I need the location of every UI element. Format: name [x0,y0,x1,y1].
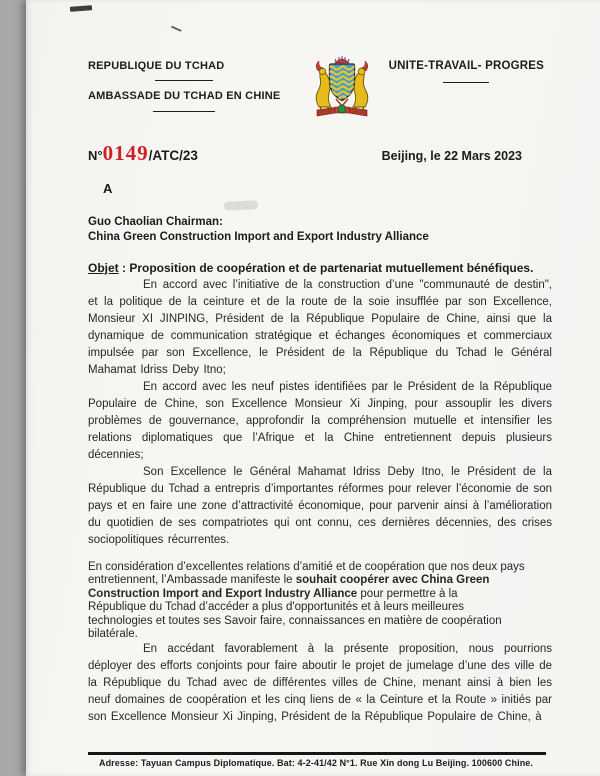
divider-line [153,111,215,112]
body-paragraph-2: En accord avec les neuf pistes identifiées par le Président de la République Populaire de Chine, son Excellence Monsieur Xi Jinping, pour assouplir les divers problèmes de gouvernance, approfondir la compréhension mutuelle et intensifier les relations diplomatiques que l’Afrique et la Chine entretiennent depuis plusieurs décennies; [88,381,552,461]
paragraph-4-text: pour permettre à la [357,587,458,600]
letter-date: Beijing, le 22 Mars 2023 [381,149,522,163]
body-paragraph-5: En accédant favorablement à la présente proposition, nous pourrions déployer des efforts conjoints pour faire aboutir le projet de jumelage d’une des ville de la République du Tchad avec de différentes villes de Chine, menant ainsi à bien les neuf domaines de coopération et les cinq liens de « la Ceinture et la Route » initiés par son Excellence Monsieur Xi Jinping, Président de la République Populaire de Chine, à [88,643,552,724]
footer-address: Adresse: Tayuan Campus Diplomatique. Bat: 4-2-41/42 N°1. Rue Xin dong Lu Beijing. 100600 Chine. [98,758,534,768]
paragraph-4-bold-text: souhait coopérer avec China Green [295,574,490,587]
subject-label: Objet [88,261,119,275]
recipient-name: Guo Chaolian Chairman: [88,216,223,228]
letter-page [26,0,600,776]
reference-prefix: N° [88,148,103,163]
subject-line [88,260,540,277]
motto: UNITE-TRAVAIL- PROGRES [388,60,544,72]
body-paragraph-4 [88,561,552,641]
embassy-title: AMBASSADE DU TCHAD EN CHINE [88,90,281,102]
divider-line [155,80,213,81]
body-paragraph-1: En accord avec l’initiative de la construction d’une "communauté de destin", et la politique de la ceinture et de la route de la soie insufflée par son Excellence, Monsieur XI JINPING, Président de la République Populaire de Chine, ainsi que la dynamique de communication stratégique et échanges économiques et commerciaux impulsée par son Excellence, le Président de la République du Tchad le Général Mahamat Idriss Deby Itno; [88,279,552,376]
recipient-organization: China Green Construction Import and Export Industry Alliance [88,231,429,243]
subject-text: Proposition de coopération et de partenariat mutuellement bénéfiques. [129,261,534,275]
paragraph-4-line: En considération d’excellentes relations d’amitié et de coopération que nos deux pays [88,561,525,573]
reference-digits: 0149 [102,141,149,165]
reference-row [88,141,552,166]
footer-divider [88,752,546,755]
reference-suffix: /ATC/23 [148,148,198,163]
paragraph-4-line: République du Tchad d’accéder a plus d'opportunités et à leurs meilleures [88,601,464,614]
recipient-block [88,215,552,245]
paragraph-4-bold-text: Construction Import and Export Industry Alliance [88,587,358,600]
republic-title: REPUBLIQUE DU TCHAD [88,60,225,72]
paragraph-4-line: technologies et toutes ses Savoir faire, connaissances en matière de coopération [88,614,502,627]
letterhead-left [88,60,280,112]
paragraph-4-line [88,574,552,587]
subject-separator: : [118,261,130,275]
divider-line [443,82,489,83]
paragraph-4-text: entretiennent, l’Ambassade manifeste le [88,574,296,587]
paragraph-4-line [88,588,552,601]
paragraph-4-line: bilatérale. [88,628,138,641]
letter-body [88,277,552,726]
letterhead [88,60,552,126]
reference-number [88,141,198,166]
chad-coat-of-arms-icon [306,55,378,126]
recipient-salutation: A [103,181,113,196]
body-paragraph-3: Son Excellence le Général Mahamat Idriss Deby Itno, le Président de la République du Tchad a entrepris d’importantes réformes pour relever l’économie de son pays et en faire une zone d’attractivité économique, pour parvenir ainsi à l’amélioration du quotidien de ses compatriotes qui ont connu, ces dernières décennies, des crises sociopolitiques récurrentes. [88,466,552,546]
letterhead-right [389,60,544,92]
letter-content [26,0,600,726]
